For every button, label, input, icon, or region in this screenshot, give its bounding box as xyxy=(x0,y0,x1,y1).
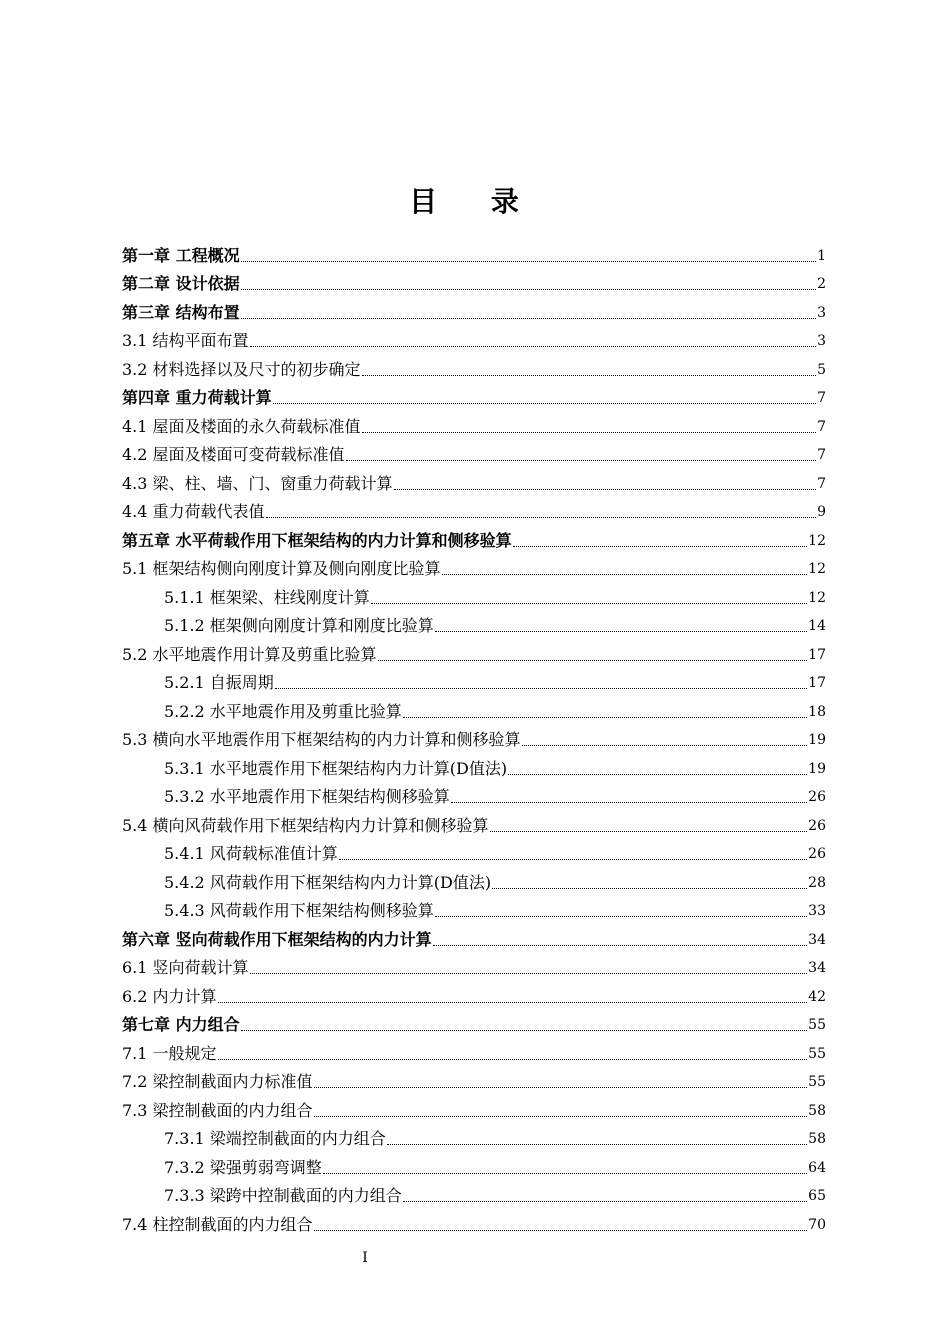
toc-entry[interactable] xyxy=(122,380,826,409)
toc-entry-page: 58 xyxy=(808,1131,826,1147)
toc-entry-page: 64 xyxy=(808,1159,826,1176)
toc-entry-page: 7 xyxy=(817,390,826,406)
toc-entry[interactable] xyxy=(122,836,826,865)
toc-entry-label: 5.1.1 框架梁、柱线刚度计算 xyxy=(164,587,370,607)
dot-leader xyxy=(513,546,808,547)
toc-entry-label: 5.4.2 风荷载作用下框架结构内力计算(D值法) xyxy=(164,872,492,892)
toc-entry-label: 第七章 内力组合 xyxy=(122,1015,240,1034)
dot-leader xyxy=(371,603,807,604)
toc-entry[interactable] xyxy=(122,665,826,694)
toc-entry[interactable] xyxy=(122,636,826,665)
dot-leader xyxy=(522,745,808,746)
toc-entry-label: 5.2.2 水平地震作用及剪重比验算 xyxy=(164,701,402,721)
dot-leader xyxy=(403,1201,807,1202)
toc-entry-label: 第二章 设计依据 xyxy=(122,274,240,293)
toc-entry-page: 5 xyxy=(817,361,826,378)
toc-entry[interactable] xyxy=(122,266,826,295)
toc-entry[interactable] xyxy=(122,864,826,893)
toc-entry-page: 19 xyxy=(808,760,826,777)
toc-entry-page: 1 xyxy=(817,247,826,264)
toc-entry-label: 3.2 材料选择以及尺寸的初步确定 xyxy=(122,359,361,379)
dot-leader xyxy=(492,888,807,889)
toc-entry[interactable] xyxy=(122,779,826,808)
toc-entry-page: 2 xyxy=(817,276,826,292)
toc-entry-label: 7.3.1 梁端控制截面的内力组合 xyxy=(164,1129,386,1148)
toc-entry-label: 7.3 梁控制截面的内力组合 xyxy=(122,1100,313,1120)
toc-entry-page: 26 xyxy=(808,817,826,834)
toc-entry-label: 第三章 结构布置 xyxy=(122,302,240,322)
toc-entry-label: 5.1.2 框架侧向刚度计算和刚度比验算 xyxy=(164,616,434,635)
toc-entry-label: 5.2 水平地震作用计算及剪重比验算 xyxy=(122,644,377,664)
toc-entry[interactable] xyxy=(122,237,826,266)
dot-leader xyxy=(218,1059,808,1060)
toc-entry-page: 70 xyxy=(808,1216,826,1233)
dot-leader xyxy=(362,432,817,433)
toc-entry-page: 3 xyxy=(817,333,826,349)
toc-entry-page: 7 xyxy=(817,475,826,492)
toc-entry-label: 5.1 框架结构侧向刚度计算及侧向刚度比验算 xyxy=(122,559,441,578)
toc-entry[interactable] xyxy=(122,978,826,1007)
toc-entry[interactable] xyxy=(122,522,826,551)
dot-leader xyxy=(273,403,817,404)
toc-entry[interactable] xyxy=(122,1178,826,1207)
toc-entry[interactable] xyxy=(122,1007,826,1036)
toc-entry-page: 7 xyxy=(817,447,826,463)
dot-leader xyxy=(387,1144,807,1145)
toc-entry-label: 5.4 横向风荷载作用下框架结构内力计算和侧移验算 xyxy=(122,815,489,835)
dot-leader xyxy=(241,261,817,262)
toc-entry-label: 4.1 屋面及楼面的永久荷载标准值 xyxy=(122,416,361,436)
dot-leader xyxy=(508,774,807,775)
toc-entry-label: 4.4 重力荷载代表值 xyxy=(122,502,265,521)
toc-entry-label: 6.2 内力计算 xyxy=(122,986,217,1006)
dot-leader xyxy=(490,831,808,832)
toc-entry-label: 5.4.1 风荷载标准值计算 xyxy=(164,844,338,863)
dot-leader xyxy=(241,1030,808,1031)
toc-entry-label: 5.3 横向水平地震作用下框架结构的内力计算和侧移验算 xyxy=(122,730,521,749)
toc-entry[interactable] xyxy=(122,950,826,979)
toc-entry-page: 12 xyxy=(808,589,826,606)
toc-entry-page: 28 xyxy=(808,874,826,891)
toc-entry-page: 14 xyxy=(808,618,826,634)
toc-entry-label: 4.3 梁、柱、墙、门、窗重力荷载计算 xyxy=(122,473,393,493)
toc-entry[interactable] xyxy=(122,1064,826,1093)
dot-leader xyxy=(435,631,807,632)
toc-entry-label: 7.3.2 梁强剪弱弯调整 xyxy=(164,1157,322,1177)
toc-entry-label: 7.1 一般规定 xyxy=(122,1043,217,1063)
toc-entry-page: 26 xyxy=(808,846,826,862)
dot-leader xyxy=(314,1116,808,1117)
toc-entry[interactable] xyxy=(122,1121,826,1150)
toc-entry-label: 7.4 柱控制截面的内力组合 xyxy=(122,1214,313,1234)
dot-leader xyxy=(323,1173,807,1174)
toc-entry-page: 18 xyxy=(808,703,826,720)
toc-entry[interactable] xyxy=(122,408,826,437)
dot-leader xyxy=(346,460,817,461)
toc-entry[interactable] xyxy=(122,551,826,580)
toc-entry-page: 26 xyxy=(808,789,826,805)
toc-entry[interactable] xyxy=(122,921,826,950)
toc-entry-label: 6.1 竖向荷载计算 xyxy=(122,958,249,977)
toc-entry[interactable] xyxy=(122,351,826,380)
dot-leader xyxy=(435,916,807,917)
dot-leader xyxy=(241,318,817,319)
toc-entry-page: 9 xyxy=(817,504,826,520)
toc-entry-page: 42 xyxy=(808,988,826,1005)
toc-entry[interactable] xyxy=(122,608,826,637)
toc-title: 目 录 xyxy=(409,185,541,218)
toc-entry[interactable] xyxy=(122,323,826,352)
toc-entry-page: 55 xyxy=(808,1017,826,1033)
toc-entry[interactable] xyxy=(122,465,826,494)
dot-leader xyxy=(314,1087,808,1088)
toc-entry[interactable] xyxy=(122,437,826,466)
table-of-contents xyxy=(122,237,826,1235)
toc-entry-label: 3.1 结构平面布置 xyxy=(122,331,249,350)
toc-entry[interactable] xyxy=(122,893,826,922)
toc-entry-page: 55 xyxy=(808,1045,826,1062)
toc-entry[interactable] xyxy=(122,1206,826,1235)
toc-entry[interactable] xyxy=(122,1035,826,1064)
toc-entry[interactable] xyxy=(122,807,826,836)
toc-entry-label: 第一章 工程概况 xyxy=(122,245,240,265)
dot-leader xyxy=(266,517,817,518)
toc-entry-page: 12 xyxy=(808,532,826,549)
dot-leader xyxy=(275,688,807,689)
toc-entry[interactable] xyxy=(122,750,826,779)
toc-entry-page: 58 xyxy=(808,1102,826,1119)
dot-leader xyxy=(433,945,808,946)
toc-entry-label: 第四章 重力荷载计算 xyxy=(122,388,272,407)
dot-leader xyxy=(218,1002,808,1003)
dot-leader xyxy=(442,574,808,575)
toc-entry-label: 7.2 梁控制截面内力标准值 xyxy=(122,1072,313,1091)
toc-entry-label: 5.4.3 风荷载作用下框架结构侧移验算 xyxy=(164,901,434,920)
dot-leader xyxy=(362,375,817,376)
toc-entry[interactable] xyxy=(122,1092,826,1121)
toc-entry[interactable] xyxy=(122,693,826,722)
toc-entry[interactable] xyxy=(122,722,826,751)
toc-entry[interactable] xyxy=(122,1149,826,1178)
toc-entry-page: 33 xyxy=(808,903,826,919)
dot-leader xyxy=(314,1230,808,1231)
toc-entry-label: 4.2 屋面及楼面可变荷载标准值 xyxy=(122,445,345,464)
toc-entry-page: 12 xyxy=(808,561,826,577)
toc-entry-page: 19 xyxy=(808,732,826,748)
toc-entry-label: 5.3.1 水平地震作用下框架结构内力计算(D值法) xyxy=(164,758,508,778)
toc-entry-page: 7 xyxy=(817,418,826,435)
toc-entry-page: 17 xyxy=(808,646,826,663)
page-number: I xyxy=(362,1250,368,1266)
toc-entry[interactable] xyxy=(122,494,826,523)
toc-entry-label: 第六章 竖向荷载作用下框架结构的内力计算 xyxy=(122,929,432,949)
toc-entry-label: 5.2.1 自振周期 xyxy=(164,673,274,692)
toc-entry-page: 65 xyxy=(808,1188,826,1204)
dot-leader xyxy=(378,660,808,661)
dot-leader xyxy=(339,859,807,860)
toc-entry-label: 5.3.2 水平地震作用下框架结构侧移验算 xyxy=(164,787,450,806)
toc-entry-label: 第五章 水平荷载作用下框架结构的内力计算和侧移验算 xyxy=(122,530,512,550)
toc-entry-page: 55 xyxy=(808,1074,826,1090)
dot-leader xyxy=(250,973,808,974)
toc-entry[interactable] xyxy=(122,579,826,608)
toc-entry-page: 3 xyxy=(817,304,826,321)
toc-entry[interactable] xyxy=(122,294,826,323)
dot-leader xyxy=(403,717,807,718)
toc-entry-page: 34 xyxy=(808,960,826,976)
toc-entry-page: 34 xyxy=(808,931,826,948)
toc-entry-page: 17 xyxy=(808,675,826,691)
dot-leader xyxy=(241,289,817,290)
dot-leader xyxy=(394,489,817,490)
dot-leader xyxy=(451,802,807,803)
toc-entry-label: 7.3.3 梁跨中控制截面的内力组合 xyxy=(164,1186,402,1205)
dot-leader xyxy=(250,346,817,347)
